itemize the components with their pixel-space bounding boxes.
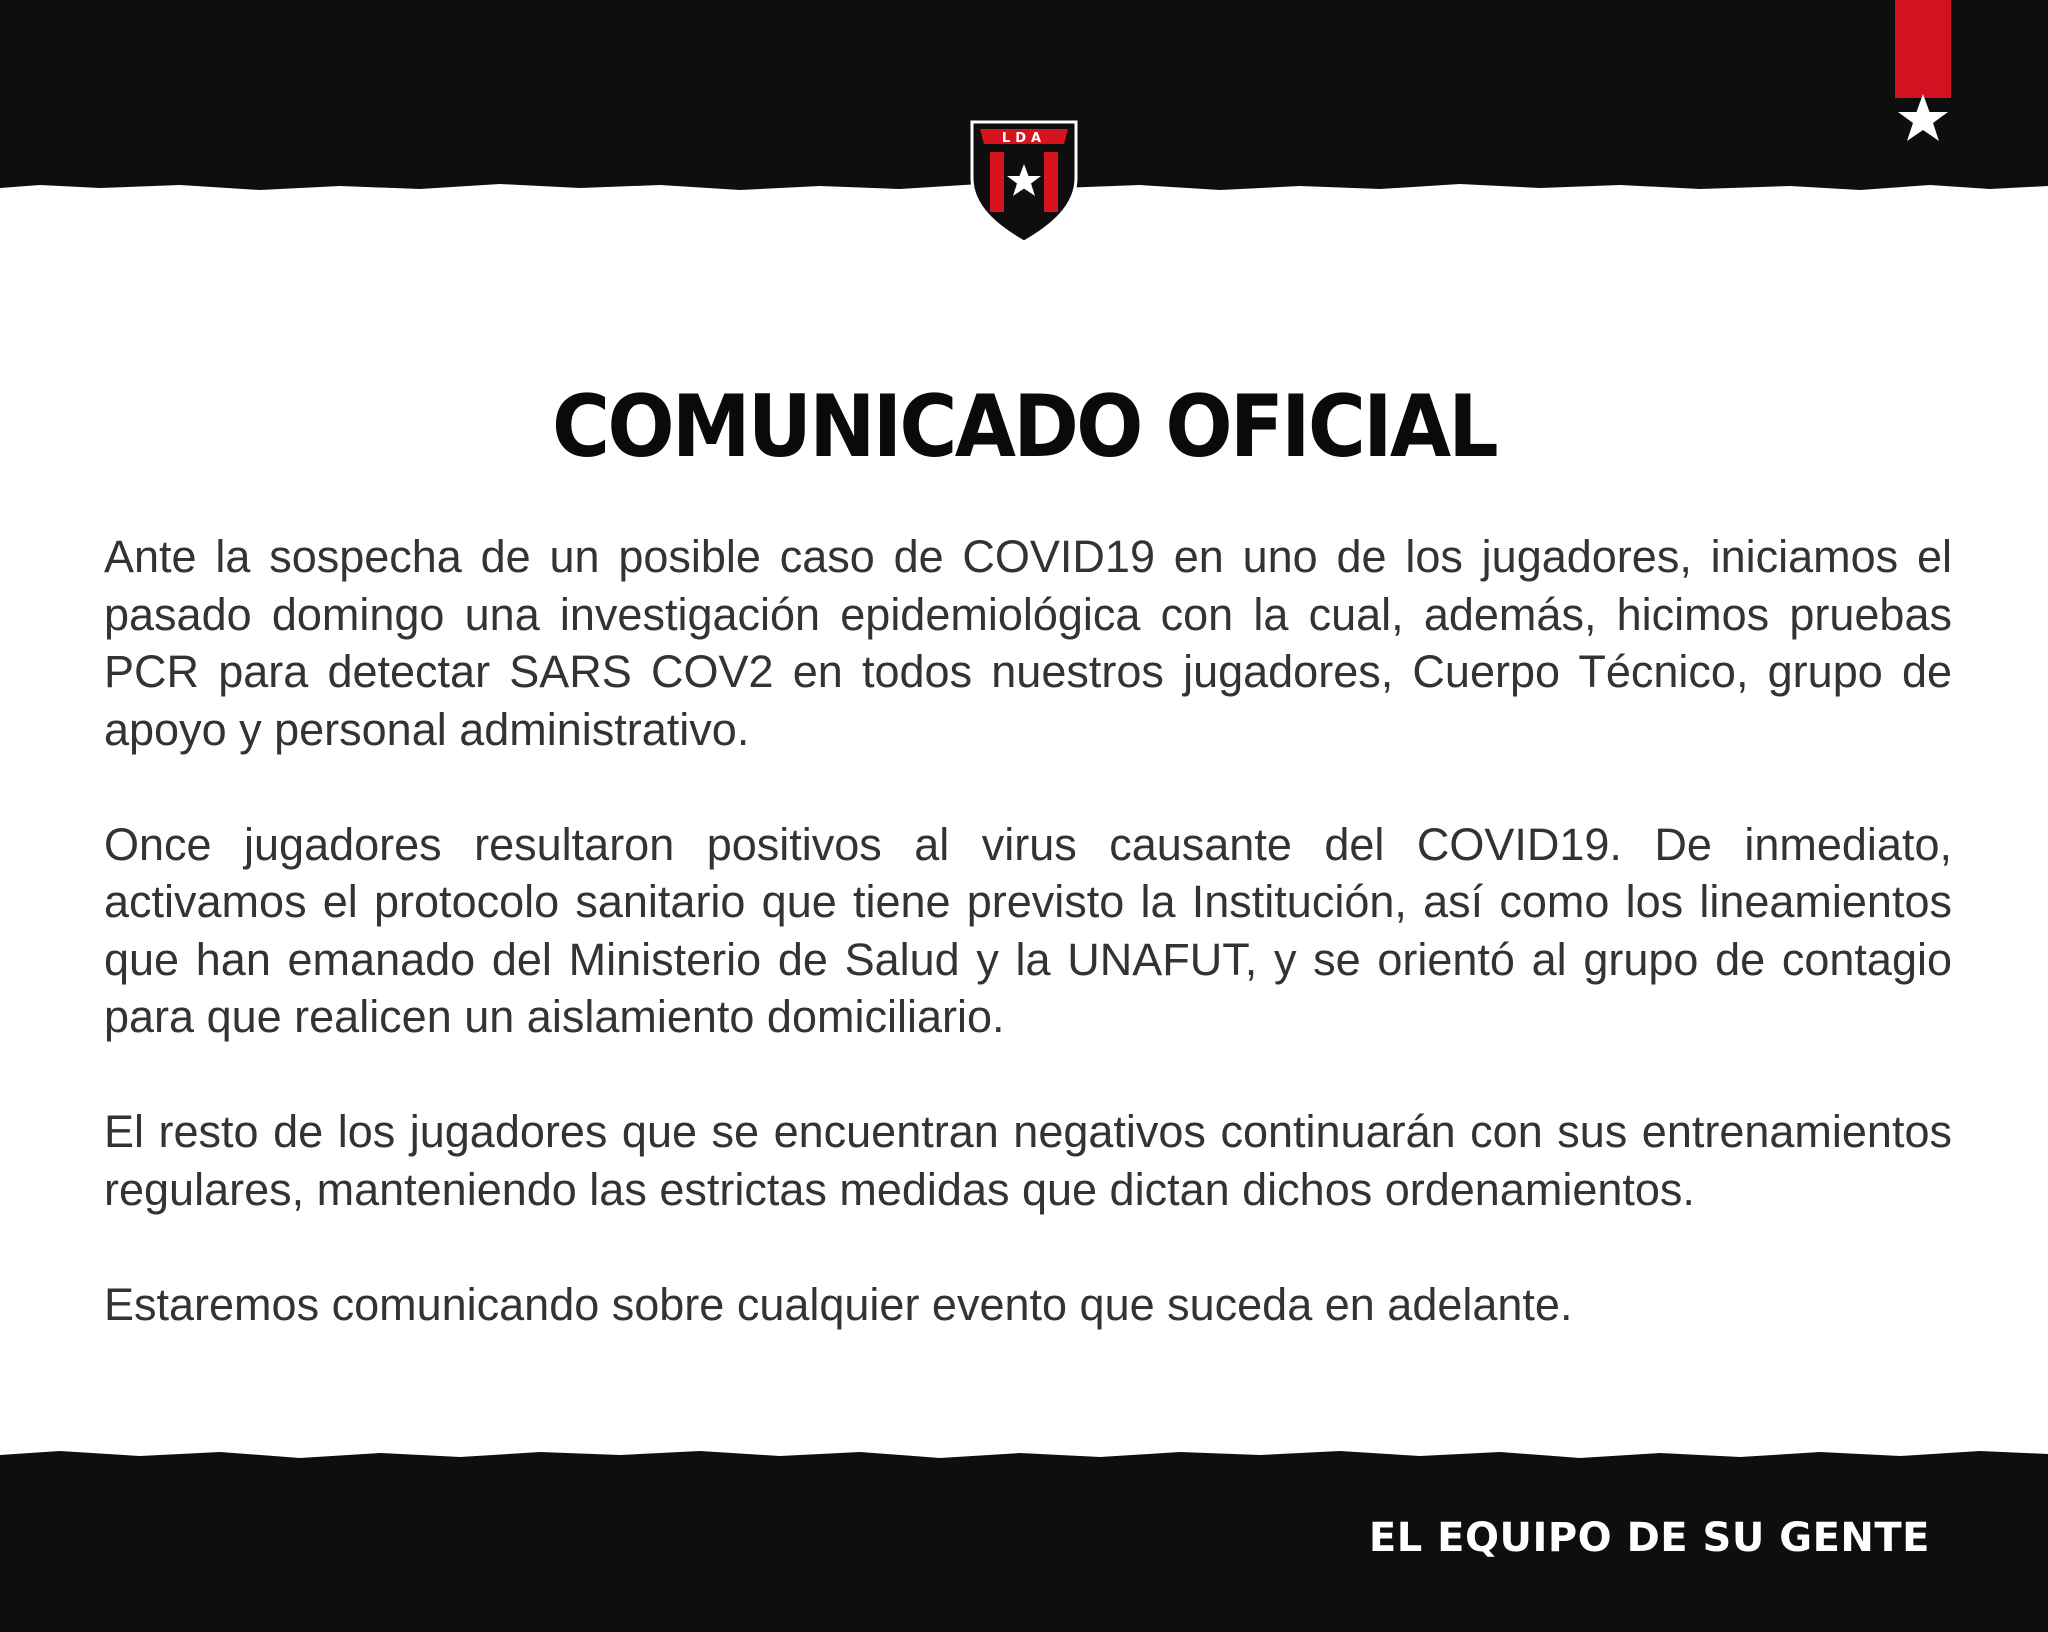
lda-crest-logo (968, 118, 1080, 244)
page-title: COMUNICADO OFICIAL (552, 377, 1496, 477)
paragraph-4: Estaremos comunicando sobre cualquier evento que suceda en adelante. (104, 1278, 1573, 1330)
paragraph-1: Ante la sospecha de un posible caso de COVID19 en uno de los jugadores, iniciamos el pasado domingo una investigación epidemiológica con la cual, además, hicimos pruebas PCR para detectar SARS COV2 en todos nuestros jugadores, Cuerpo Técnico, grupo de apoyo y personal administrativo. (104, 531, 1952, 755)
red-ribbon (1893, 0, 1953, 160)
crest-lettering: LDA (1001, 131, 1047, 146)
footer-tagline: EL EQUIPO DE SU GENTE (1368, 1515, 1930, 1561)
paragraph-2: Once jugadores resultaron positivos al virus causante del COVID19. De inmediato, activamos el protocolo sanitario que tiene previsto la Institución, así como los lineamientos que han emanado del Ministerio de Salud y la UNAFUT, y se orientó al grupo de contagio para que realicen un aislamiento domiciliario. (104, 818, 1952, 1042)
star-icon (1898, 94, 1948, 141)
communique-body (104, 528, 1952, 1391)
paragraph-3: El resto de los jugadores que se encuentran negativos continuarán con sus entrenamientos regulares, manteniendo las estrictas medidas que dictan dichos ordenamientos. (104, 1106, 1952, 1215)
